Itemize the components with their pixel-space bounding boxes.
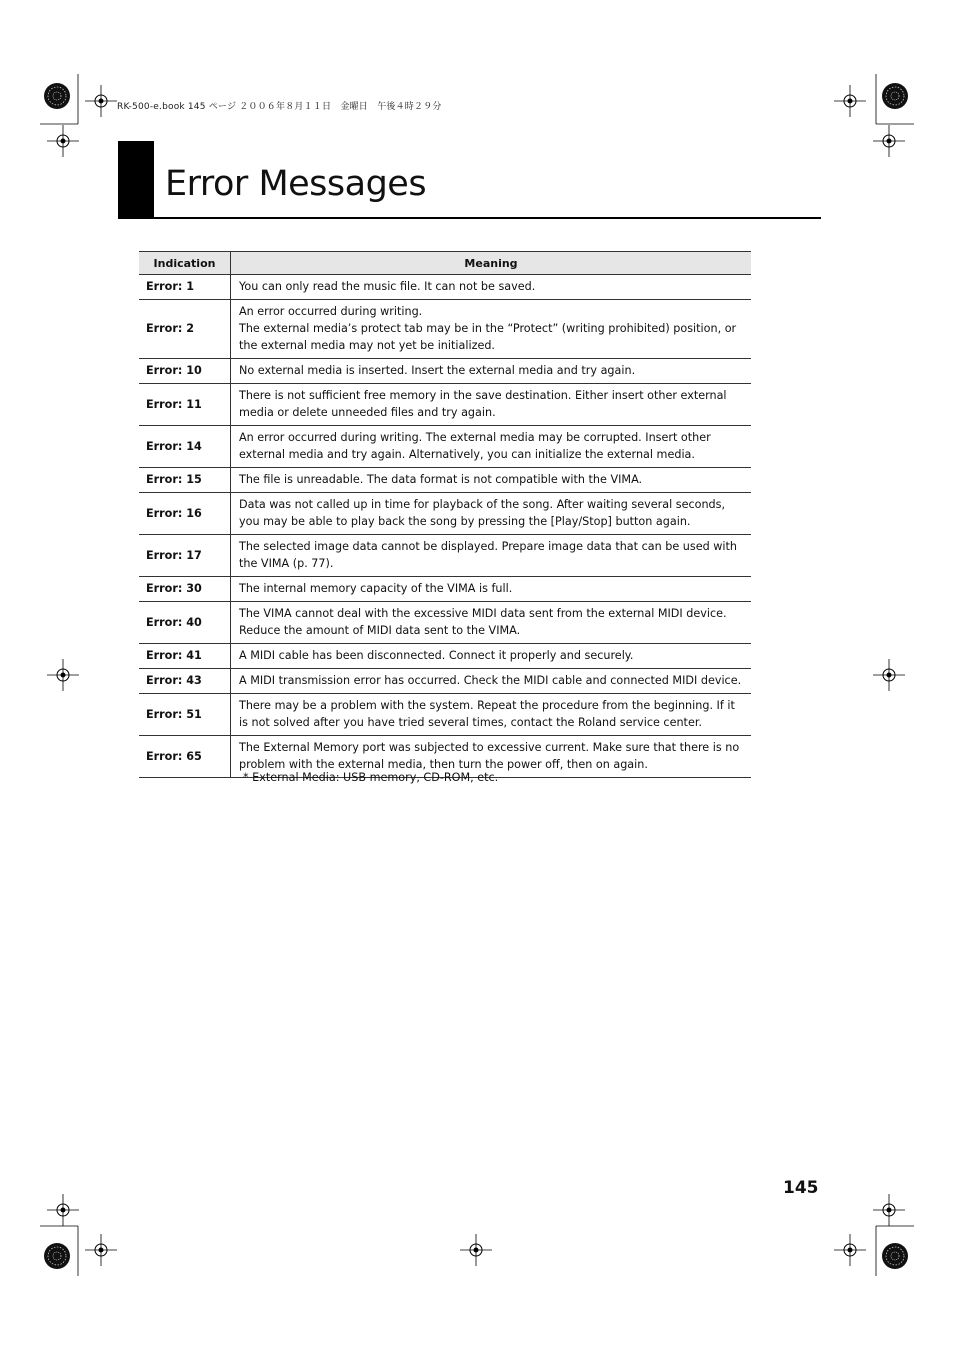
title-rule (118, 217, 821, 219)
error-meaning: The internal memory capacity of the VIMA is full. (231, 577, 752, 602)
table-row (139, 535, 751, 577)
error-meaning: No external media is inserted. Insert the external media and try again. (231, 359, 752, 384)
table-row (139, 669, 751, 694)
error-code: Error: 65 (139, 736, 231, 778)
page-number: 145 (783, 1178, 819, 1198)
error-code: Error: 11 (139, 384, 231, 426)
error-meaning: An error occurred during writing. The external media may be corrupted. Insert other external media and try again. Alternatively, you can initialize the external media. (231, 426, 752, 468)
error-meaning: A MIDI cable has been disconnected. Connect it properly and securely. (231, 644, 752, 669)
table-row (139, 359, 751, 384)
table-row (139, 577, 751, 602)
header-indication: Indication (139, 252, 231, 275)
error-meaning: There is not sufficient free memory in the save destination. Either insert other external media or delete unneeded files and try again. (231, 384, 752, 426)
page-title: Error Messages (165, 164, 427, 204)
table-row (139, 275, 751, 300)
table-row (139, 426, 751, 468)
error-meaning: An error occurred during writing. The external media’s protect tab may be in the “Protect” (writing prohibited) position, or the external media may not yet be initialized. (231, 300, 752, 359)
table-row (139, 644, 751, 669)
error-code: Error: 43 (139, 669, 231, 694)
error-meaning: The selected image data cannot be displayed. Prepare image data that can be used with the VIMA (p. 77). (231, 535, 752, 577)
table-row (139, 384, 751, 426)
error-code: Error: 17 (139, 535, 231, 577)
error-meaning: A MIDI transmission error has occurred. Check the MIDI cable and connected MIDI device. (231, 669, 752, 694)
error-meaning: Data was not called up in time for playback of the song. After waiting several seconds, you may be able to play back the song by pressing the [Play/Stop] button again. (231, 493, 752, 535)
error-meaning: You can only read the music file. It can not be saved. (231, 275, 752, 300)
error-code: Error: 1 (139, 275, 231, 300)
error-code: Error: 51 (139, 694, 231, 736)
table-row (139, 694, 751, 736)
table-row (139, 493, 751, 535)
error-meaning: The VIMA cannot deal with the excessive MIDI data sent from the external MIDI device. Reduce the amount of MIDI data sent to the VIMA. (231, 602, 752, 644)
print-header: RK-500-e.book 145 ページ ２００６年８月１１日 金曜日 午後４時２９分 (117, 102, 442, 112)
error-code: Error: 30 (139, 577, 231, 602)
error-code: Error: 16 (139, 493, 231, 535)
error-code: Error: 14 (139, 426, 231, 468)
error-meaning: The External Memory port was subjected to excessive current. Make sure that there is no problem with the external media, then turn the power off, then on again. (231, 736, 752, 778)
title-bar-block (118, 141, 154, 219)
error-code: Error: 10 (139, 359, 231, 384)
error-code: Error: 2 (139, 300, 231, 359)
error-meaning: The file is unreadable. The data format is not compatible with the VIMA. (231, 468, 752, 493)
error-meaning: There may be a problem with the system. Repeat the procedure from the beginning. If it is not solved after you have tried several times, contact the Roland service center. (231, 694, 752, 736)
table-row (139, 468, 751, 493)
header-meaning: Meaning (231, 252, 752, 275)
error-code: Error: 41 (139, 644, 231, 669)
table-row (139, 300, 751, 359)
error-code: Error: 40 (139, 602, 231, 644)
table-row (139, 602, 751, 644)
error-code: Error: 15 (139, 468, 231, 493)
footnote: * External Media: USB memory, CD-ROM, etc. (243, 771, 499, 784)
error-messages-table (139, 251, 751, 778)
table-header-row (139, 252, 751, 275)
